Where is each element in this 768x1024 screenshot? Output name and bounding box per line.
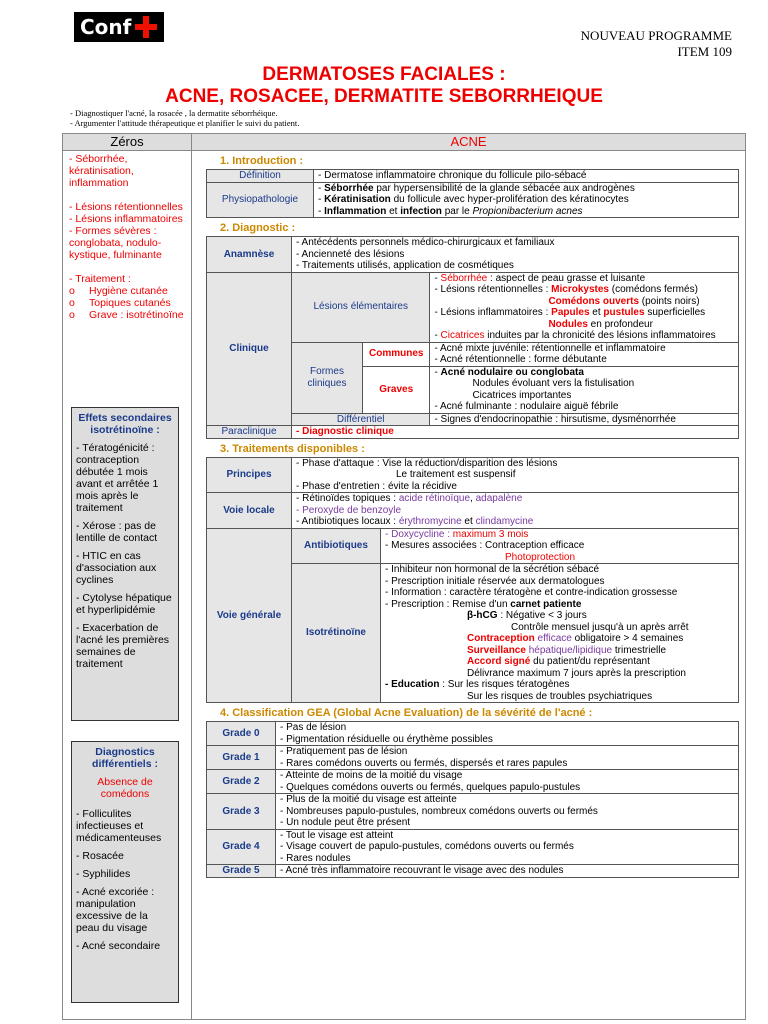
acne-column [192, 151, 745, 1019]
drug-name: acide rétinoïque [398, 493, 471, 504]
effets-box [71, 407, 179, 721]
zero-item: - Lésions rétentionnelles [69, 201, 183, 213]
effet-item: - Cytolyse hépatique et hyperlipidémie [76, 592, 172, 616]
grade-row [207, 746, 739, 770]
section-1-title: 1. Introduction : [220, 155, 304, 167]
principe-line: Le traitement est suspensif [396, 469, 516, 480]
iso-line: : Négative < 3 jours [497, 610, 587, 621]
principe-line: - Phase d'attaque : Vise la réduction/disparition des lésions [296, 457, 558, 469]
anamnese-line: - Antécédents personnels médico-chirurgicaux et familiaux [296, 237, 555, 248]
item-number: ITEM 109 [677, 44, 732, 59]
zero-sub-label: Hygiène cutanée [89, 285, 168, 297]
communes-line: - Acné mixte juvénile: rétentionnelle et inflammatoire [434, 342, 666, 354]
zero-item: - Séborrhée, kératinisation, inflammation [69, 153, 134, 189]
graves-text: - Acné nodulaire ou conglobata Nodules évoluant vers la fistulisation Cicatrices importantes - Acné fulminante : nodulaire aiguë fébrile [430, 366, 739, 413]
physio-desc: du follicule avec hyper-prolifération des kératinocytes [390, 194, 629, 205]
red-term: Séborrhée [440, 272, 488, 284]
diff-item: - Folliculites infectieuses et médicamenteuses [76, 808, 162, 844]
effet-item: - Tératogénicité : contraception débutée 1 mois avant et arrêtée 1 mois après le traitement [76, 442, 159, 514]
iso-term: β-hCG [467, 610, 498, 621]
drug-name: - Peroxyde de benzoyle [296, 504, 402, 516]
lesion-desc: et [589, 307, 604, 318]
isotretinoine-text [381, 564, 739, 703]
section-4-title: 4. Classification GEA (Global Acne Evaluation) de la sévérité de l'acné : [220, 707, 593, 719]
iso-line: du patient/du représentant [530, 656, 650, 667]
locale-desc: - Antibiotiques locaux : [296, 516, 399, 527]
definition-label: Définition [207, 170, 314, 183]
grade-row [207, 770, 739, 794]
purple-term: hépatique/lipidique [525, 644, 613, 656]
iso-line: : Sur les risques tératogènes [439, 679, 570, 690]
zeros-list [63, 151, 191, 321]
title-line2: ACNE, ROSACEE, DERMATITE SEBORRHEIQUE [165, 86, 603, 107]
main-table [62, 133, 746, 1020]
grade-label: Grade 5 [207, 865, 276, 878]
grade-label: Grade 3 [207, 794, 276, 830]
grade-line: - Atteinte de moins de la moitié du visage [280, 770, 463, 781]
lesion-desc: : aspect de peau grasse et luisante [487, 272, 646, 284]
formes-label: Formes cliniques [292, 342, 363, 413]
antibiotiques-label: Antibiotiques [292, 528, 381, 564]
definition-text: - Dermatose inflammatoire chronique du follicule pilo-sébacé [314, 170, 739, 183]
principes-label: Principes [207, 457, 292, 493]
zeros-column [63, 151, 192, 1019]
iso-term: carnet patiente [510, 598, 582, 610]
iso-line: - Prescription initiale réservée aux dermatologues [385, 575, 605, 587]
grade-line: - Pigmentation résiduelle ou érythème possibles [280, 733, 493, 745]
lesions-label: Lésions élémentaires [292, 272, 430, 342]
physio-term: infection [400, 205, 442, 217]
graves-label: Graves [363, 366, 430, 413]
drug-name: clindamycine [475, 516, 534, 527]
principes-text [292, 457, 739, 493]
red-term: Comédons ouverts [548, 295, 640, 307]
iso-line: Contrôle mensuel jusqu'à un après arrêt [511, 621, 689, 633]
physio-term: Kératinisation [324, 194, 391, 205]
graves-line: - Acné fulminante : nodulaire aiguë fébrile [434, 401, 619, 412]
gea-table [206, 721, 739, 878]
lesion-desc: (comédons fermés) [608, 284, 698, 295]
zero-item: - Lésions inflammatoires [69, 213, 183, 225]
bullet-icon: o [69, 309, 75, 321]
grade-label: Grade 0 [207, 722, 276, 746]
objectives [70, 108, 299, 128]
differentiel-label: Différentiel [292, 413, 430, 426]
zero-item: - Formes sévères : conglobata, nodulo-kystique, fulminante [69, 225, 162, 261]
differentiel-text: - Signes d'endocrinopathie : hirsutisme, dysménorrhée [430, 413, 739, 426]
grade-row [207, 794, 739, 830]
grade-row [207, 722, 739, 746]
anamnese-label: Anamnèse [207, 237, 292, 273]
ab-line: - Mesures associées : Contraception efficace [385, 540, 585, 551]
voie-locale-text: - Rétinoïdes topiques : acide rétinoïque, adapalène - Peroxyde de benzoyle - Antibiotiques locaux : érythromycine et clindamycine [292, 493, 739, 529]
iso-term: - Education [385, 679, 440, 690]
grade-line: - Visage couvert de papulo-pustules, comédons ouverts ou fermés [280, 841, 574, 852]
effets-title: Effets secondaires isotrétinoïne : [78, 412, 172, 436]
red-term: Accord signé [467, 656, 531, 667]
objective-1: - Diagnostiquer l'acné, la rosacée , la dermatite séborrhéique. [70, 108, 278, 118]
grade-line: - Nombreuses papulo-pustules, nombreux comédons ouverts ou fermés [280, 805, 598, 817]
iso-line: Délivrance maximum 7 jours après la prescription [467, 667, 686, 679]
anamnese-line: - Ancienneté des lésions [296, 248, 405, 260]
zero-sub [69, 297, 185, 309]
paraclinique-label: Paraclinique [207, 426, 292, 439]
grade-line: - Un nodule peut être présent [280, 817, 411, 828]
communes-line: - Acné rétentionnelle : forme débutante [434, 354, 607, 365]
red-term: Surveillance [467, 644, 526, 656]
grade-label: Grade 2 [207, 770, 276, 794]
diff-item: - Rosacée [76, 850, 124, 862]
iso-line: - Information : caractère tératogène et contre-indication grossesse [385, 587, 678, 598]
lesion-desc: induites par la chronicité des lésions inflammatoires [484, 330, 716, 341]
effet-item: - Xérose : pas de lentille de contact [76, 520, 158, 544]
diff-item: - Acné excoriée : manipulation excessive de la peau du visage [76, 886, 155, 934]
column-headers [63, 134, 745, 151]
bullet-icon: o [69, 285, 75, 297]
effet-item: - Exacerbation de l'acné les premières semaines de traitement [76, 622, 170, 670]
acne-header: ACNE [450, 134, 487, 149]
iso-line: trimestrielle [612, 644, 667, 656]
title-line1: DERMATOSES FACIALES : [262, 64, 506, 85]
zeros-header: Zéros [63, 134, 192, 150]
drug-name: - Doxycycline : [385, 528, 453, 540]
grade-line: - Rares comédons ouverts ou fermés, dispersés et rares papules [280, 757, 568, 769]
diff-item: - Acné secondaire [76, 940, 161, 952]
conf-logo [74, 12, 164, 42]
lesion-desc: - Lésions rétentionnelles : [434, 284, 552, 295]
clinique-label: Clinique [207, 272, 292, 426]
iso-line: Sur les risques de troubles psychiatriques [467, 690, 653, 702]
red-term: Microkystes [551, 284, 609, 295]
physio-desc: par hypersensibilité de la glande sébacée aux androgènes [373, 182, 635, 194]
section-3-title: 3. Traitements disponibles : [220, 442, 365, 455]
anamnese-line: - Traitements utilisés, application de cosmétiques [296, 260, 514, 271]
program-header [581, 28, 732, 60]
diagnostic-table [206, 236, 739, 439]
iso-line: - Inhibiteur non hormonal de la sécrétion sébacé [385, 564, 600, 575]
iso-line: - Prescription : Remise d'un [385, 598, 511, 610]
graves-title: Acné nodulaire ou conglobata [440, 366, 584, 378]
drug-name: adapalène [475, 493, 523, 504]
traitements-table [206, 457, 739, 704]
zero-item: - Traitement : [69, 273, 131, 285]
zero-sub-label: Grave : isotrétinoïne [89, 309, 184, 321]
grade-row [207, 865, 739, 878]
graves-line: Cicatrices importantes [472, 389, 572, 401]
isotretinoine-label: Isotrétinoïne [292, 564, 381, 703]
grade-line: - Tout le visage est atteint [280, 829, 394, 841]
red-term: Cicatrices [440, 330, 485, 341]
physio-label: Physiopathologie [207, 182, 314, 218]
grade-line: - Acné très inflammatoire recouvrant le visage avec des nodules [280, 865, 564, 876]
intro-table [206, 169, 739, 218]
lesion-desc: en profondeur [587, 318, 653, 330]
bullet-icon: o [69, 297, 75, 309]
grade-row [207, 829, 739, 865]
physio-term: Séborrhée [324, 182, 374, 194]
locale-desc: - Rétinoïdes topiques : [296, 493, 399, 504]
program-label: NOUVEAU PROGRAMME [580, 28, 732, 43]
plus-icon [135, 16, 157, 38]
zero-sub [69, 309, 185, 321]
communes-text [430, 342, 739, 366]
red-term: Papules [551, 307, 590, 318]
grade-line: - Plus de la moitié du visage est atteinte [280, 794, 457, 805]
iso-line: obligatoire > 4 semaines [571, 633, 684, 644]
physio-desc: par le [441, 205, 473, 217]
paraclinique-text: - Diagnostic clinique [292, 426, 739, 439]
drug-name: érythromycine [398, 516, 462, 527]
grade-label: Grade 4 [207, 829, 276, 865]
red-term: Photoprotection [505, 551, 576, 563]
grade-line: - Pas de lésion [280, 722, 347, 733]
communes-label: Communes [363, 342, 430, 366]
lesions-text: - Séborrhée : aspect de peau grasse et luisante - Lésions rétentionnelles : Microkystes (comédons fermés) Comédons ouverts (points noirs) - Lésions inflammatoires : Papules et pustules superficielles Nodules en profondeur - Cicatrices induites par la chronicité des lésions inflammatoires [430, 272, 739, 342]
physio-text: - Séborrhée par hypersensibilité de la glande sébacée aux androgènes - Kératinisation du follicule avec hyper-prolifération des kératinocytes - Inflammation et infection par le Propionibacterium acnes [314, 182, 739, 218]
anamnese-text [292, 237, 739, 273]
zero-sub [69, 285, 185, 297]
voie-generale-label: Voie générale [207, 528, 292, 703]
lesion-desc: (points noirs) [639, 295, 700, 307]
voie-locale-label: Voie locale [207, 493, 292, 529]
physio-bacteria: Propionibacterium acnes [472, 205, 583, 217]
diffs-box [71, 741, 179, 1003]
diffs-note: Absence de comédons [97, 776, 153, 800]
principe-line: - Phase d'entretien : évite la récidive [296, 480, 457, 492]
grade-label: Grade 1 [207, 746, 276, 770]
red-term: Contraception [467, 633, 535, 644]
lesion-desc: superficielles [644, 307, 706, 318]
logo-text: Conf [80, 15, 132, 39]
grade-line: - Rares nodules [280, 852, 351, 864]
red-term: pustules [603, 307, 645, 318]
physio-desc: et [386, 205, 401, 217]
grade-line: - Pratiquement pas de lésion [280, 746, 408, 757]
antibiotiques-text [381, 528, 739, 564]
physio-term: Inflammation [324, 205, 387, 217]
zero-sub-label: Topiques cutanés [89, 297, 171, 309]
graves-line: Nodules évoluant vers la fistulisation [472, 378, 635, 389]
red-term: maximum 3 mois [452, 528, 529, 540]
grade-line: - Quelques comédons ouverts ou fermés, quelques papulo-pustules [280, 781, 581, 793]
diffs-title: Diagnostics différentiels : [92, 746, 158, 770]
effet-item: - HTIC en cas d'association aux cyclines [76, 550, 157, 586]
red-term: Nodules [548, 318, 588, 330]
objective-2: - Argumenter l'attitude thérapeutique et planifier le suivi du patient. [70, 118, 300, 128]
diff-item: - Syphilides [76, 868, 131, 880]
section-2-title: 2. Diagnostic : [220, 222, 296, 234]
purple-term: efficace [534, 633, 572, 644]
lesion-desc: - Lésions inflammatoires : [434, 307, 552, 318]
